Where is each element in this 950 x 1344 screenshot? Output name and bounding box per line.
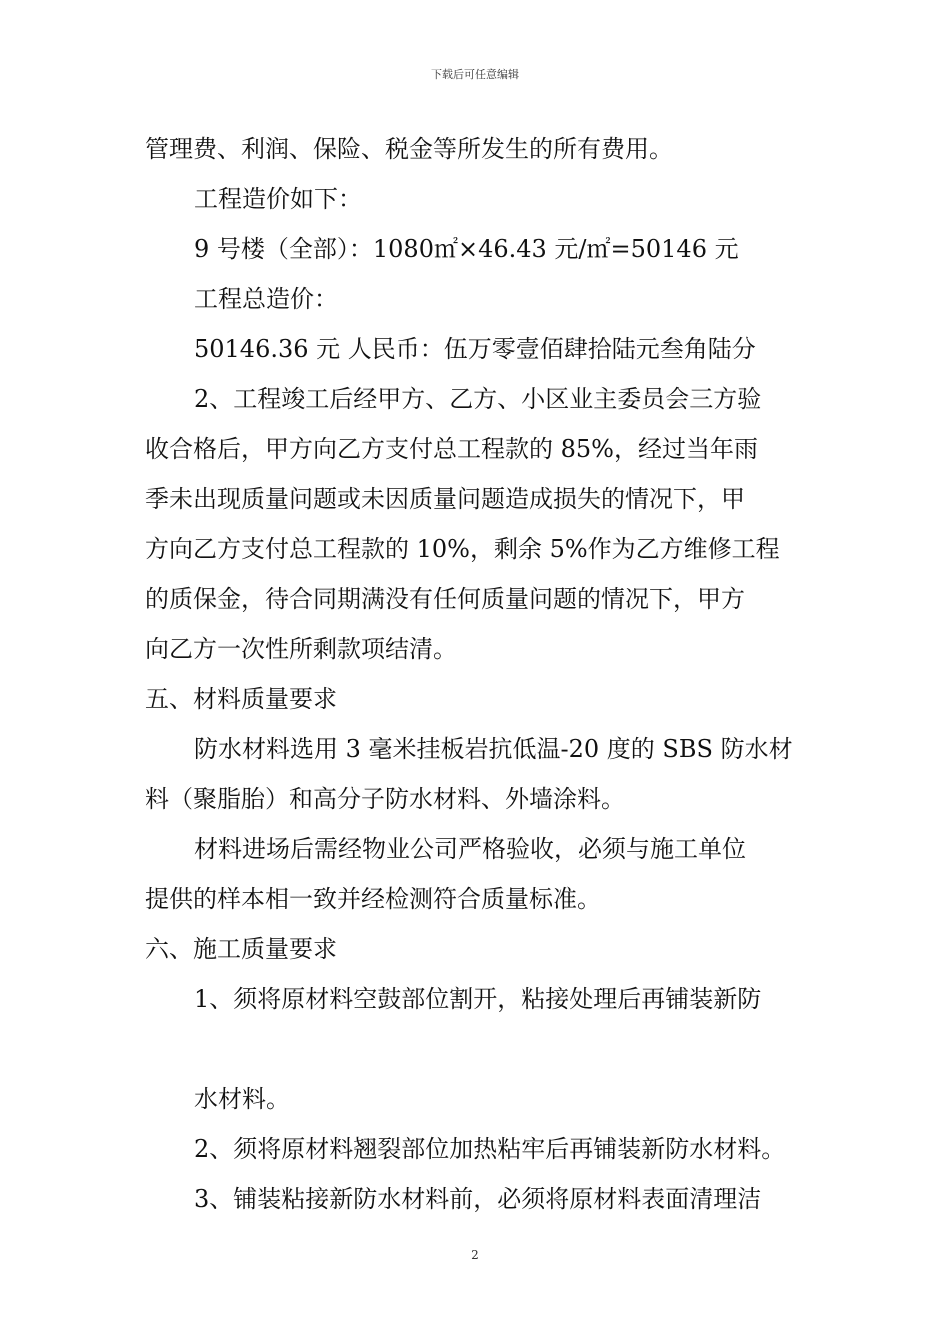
body-line-6: 2、工程竣工后经甲方、乙方、小区业主委员会三方验 <box>194 385 762 413</box>
body-line-11: 向乙方一次性所剩款项结清。 <box>145 635 457 663</box>
section-heading-6: 六、施工质量要求 <box>145 935 337 963</box>
page-number: 2 <box>471 1248 479 1262</box>
body-line-14: 料（聚脂胎）和高分子防水材料、外墙涂料。 <box>145 785 625 813</box>
body-line-10: 的质保金，待合同期满没有任何质量问题的情况下，甲方 <box>145 585 745 613</box>
body-line-15: 材料进场后需经物业公司严格验收，必须与施工单位 <box>194 835 746 863</box>
body-line-3: 9 号楼（全部）：1080㎡×46.43 元/㎡=50146 元 <box>194 235 739 263</box>
body-line-16: 提供的样本相一致并经检测符合质量标准。 <box>145 885 601 913</box>
body-line-13: 防水材料选用 3 毫米挂板岩抗低温-20 度的 SBS 防水材 <box>194 735 793 763</box>
page-header: 下载后可任意编辑 <box>431 68 519 81</box>
body-line-21: 3、铺装粘接新防水材料前，必须将原材料表面清理洁 <box>194 1185 762 1213</box>
body-line-20: 2、须将原材料翘裂部位加热粘牢后再铺装新防水材料。 <box>194 1135 786 1163</box>
body-line-9: 方向乙方支付总工程款的 10%，剩余 5%作为乙方维修工程 <box>145 535 780 563</box>
body-line-18: 1、须将原材料空鼓部位割开，粘接处理后再铺装新防 <box>194 985 762 1013</box>
body-line-2: 工程造价如下： <box>194 185 362 213</box>
body-line-8: 季未出现质量问题或未因质量问题造成损失的情况下，甲 <box>145 485 745 513</box>
body-line-19: 水材料。 <box>194 1085 290 1113</box>
body-line-5: 50146.36 元 人民币：伍万零壹佰肆拾陆元叁角陆分 <box>194 335 756 363</box>
section-heading-5: 五、材料质量要求 <box>145 685 337 713</box>
body-line-1: 管理费、利润、保险、税金等所发生的所有费用。 <box>145 135 673 163</box>
body-line-7: 收合格后，甲方向乙方支付总工程款的 85%，经过当年雨 <box>145 435 758 463</box>
body-line-4: 工程总造价： <box>194 285 338 313</box>
